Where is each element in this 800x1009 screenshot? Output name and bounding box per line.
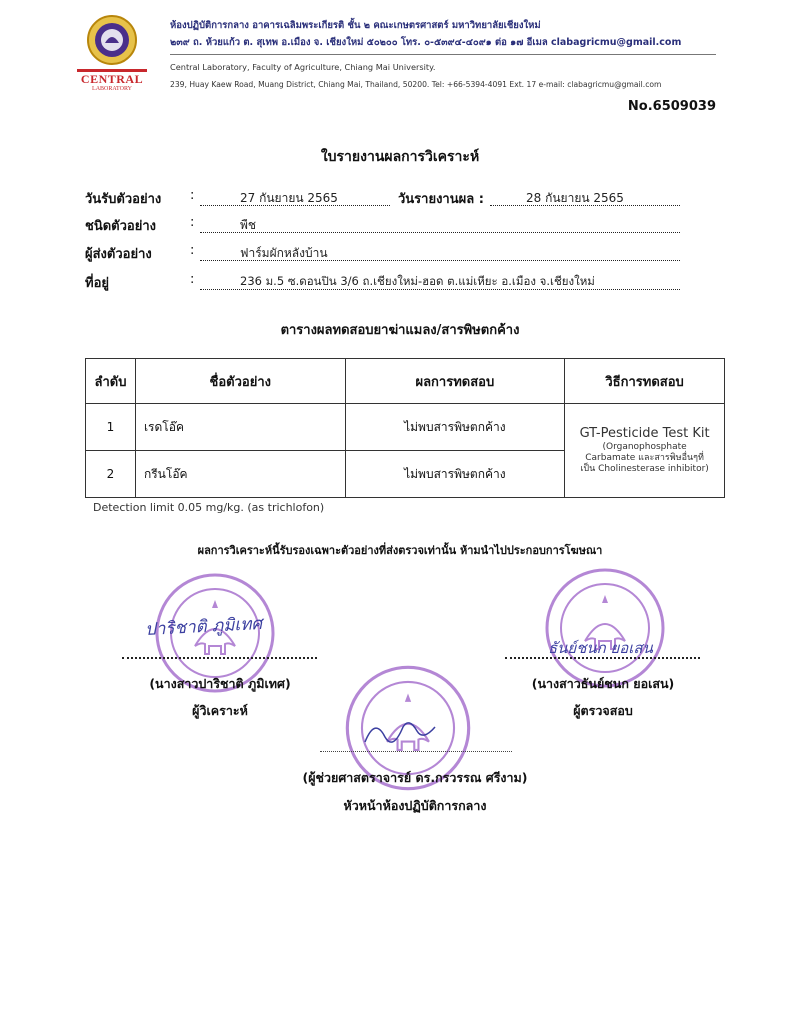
- colon: :: [190, 243, 195, 258]
- sample-type-value: พืช: [240, 218, 257, 232]
- row-result: ไม่พบสารพิษตกค้าง: [345, 451, 565, 498]
- certification-note: ผลการวิเคราะห์นี้รับรองเฉพาะตัวอย่างที่ส่งตรวจเท่านั้น ห้ามนำไปประกอบการโฆษณา: [197, 544, 603, 557]
- table-title: ตารางผลทดสอบยาฆ่าแมลง/สารพิษตกค้าง: [280, 323, 520, 338]
- report-date-label: วันรายงานผล :: [398, 192, 484, 207]
- results-table: [85, 358, 725, 498]
- inspector-handwritten-signature: ธันย์ชนก ยอเสน: [548, 639, 653, 657]
- method-line-1: GT-Pesticide Test Kit: [579, 425, 710, 441]
- method-line-4: เป็น Cholinesterase inhibitor): [580, 464, 709, 475]
- detection-limit: Detection limit 0.05 mg/kg. (as trichlofon): [93, 501, 325, 514]
- org-english-name: Central Laboratory, Faculty of Agriculture, Chiang Mai University.: [170, 62, 436, 72]
- logo-text: CENTRAL: [80, 72, 144, 86]
- head-signature-line: [320, 751, 512, 752]
- row-result: ไม่พบสารพิษตกค้าง: [345, 404, 565, 451]
- row-sample-name: เรดโอ๊ค: [135, 404, 345, 451]
- table-header-row: [86, 359, 725, 404]
- header-result: ผลการทดสอบ: [345, 359, 565, 404]
- report-title: ใบรายงานผลการวิเคราะห์: [320, 149, 480, 165]
- colon: :: [190, 215, 195, 230]
- received-date-label: วันรับตัวอย่าง: [85, 192, 162, 207]
- head-role: หัวหน้าห้องปฏิบัติการกลาง: [343, 798, 487, 813]
- address-label: ที่อยู่: [85, 276, 109, 291]
- inspector-signature-line: [505, 657, 700, 659]
- header-divider: [170, 54, 716, 55]
- sender-label: ผู้ส่งตัวอย่าง: [85, 247, 152, 262]
- analyst-signature-line: [122, 657, 317, 659]
- head-handwritten-signature: [360, 712, 440, 752]
- header-sample-name: ชื่อตัวอย่าง: [135, 359, 345, 404]
- analyst-name: (นางสาวปาริชาติ ภูมิเทศ): [149, 676, 291, 691]
- address-value: 236 ม.5 ซ.ดอนปิน 3/6 ถ.เชียงใหม่-ฮอด ต.แม่เหียะ อ.เมือง จ.เชียงใหม่: [240, 274, 595, 288]
- header-method: วิธีการทดสอบ: [565, 359, 725, 404]
- row-sample-name: กรีนโอ๊ค: [135, 451, 345, 498]
- inspector-name: (นางสาวธันย์ชนก ยอเสน): [531, 676, 675, 691]
- row-no: 2: [86, 451, 136, 498]
- received-date-value: 27 กันยายน 2565: [240, 191, 338, 205]
- method-line-2: (Organophosphate: [602, 441, 687, 452]
- method-cell: [565, 404, 725, 498]
- colon: :: [190, 272, 195, 287]
- head-name: (ผู้ช่วยศาสตราจารย์ ดร.กรวรรณ ศรีงาม): [302, 770, 528, 785]
- org-thai-address: ๒๓๙ ถ. ห้วยแก้ว ต. สุเทพ อ.เมือง จ. เชียงใหม่ ๕๐๒๐๐ โทร. ๐-๕๓๙๔-๔๐๙๑ ต่อ ๑๗ อีเมล clabagricmu@gmail.com: [170, 37, 682, 48]
- table-row: [86, 404, 725, 451]
- analyst-role: ผู้วิเคราะห์: [192, 703, 248, 718]
- row-no: 1: [86, 404, 136, 451]
- sample-type-line: [200, 215, 680, 233]
- central-lab-logo: [72, 12, 152, 94]
- logo-subtext: LABORATORY: [92, 86, 132, 92]
- method-line-3: Carbamate และสารพิษอื่นๆที่: [585, 453, 704, 463]
- document-number: No.6509039: [627, 99, 716, 114]
- org-thai-name: ห้องปฏิบัติการกลาง อาคารเฉลิมพระเกียรติ ชั้น ๒ คณะเกษตรศาสตร์ มหาวิทยาลัยเชียงใหม่: [170, 20, 541, 31]
- org-english-address: 239, Huay Kaew Road, Muang District, Chiang Mai, Thailand, 50200. Tel: +66-5394-4091 Ext. 17 e-mail: clabagricmu@gmail.com: [170, 80, 662, 89]
- sender-value: ฟาร์มผักหลังบ้าน: [240, 246, 328, 260]
- colon: :: [190, 188, 195, 203]
- inspector-role: ผู้ตรวจสอบ: [573, 703, 633, 718]
- report-date-value: 28 กันยายน 2565: [526, 191, 624, 205]
- analyst-handwritten-signature: ปาริชาติ ภูมิเทศ: [144, 613, 263, 641]
- header-no: ลำดับ: [86, 359, 136, 404]
- sample-type-label: ชนิดตัวอย่าง: [85, 219, 156, 234]
